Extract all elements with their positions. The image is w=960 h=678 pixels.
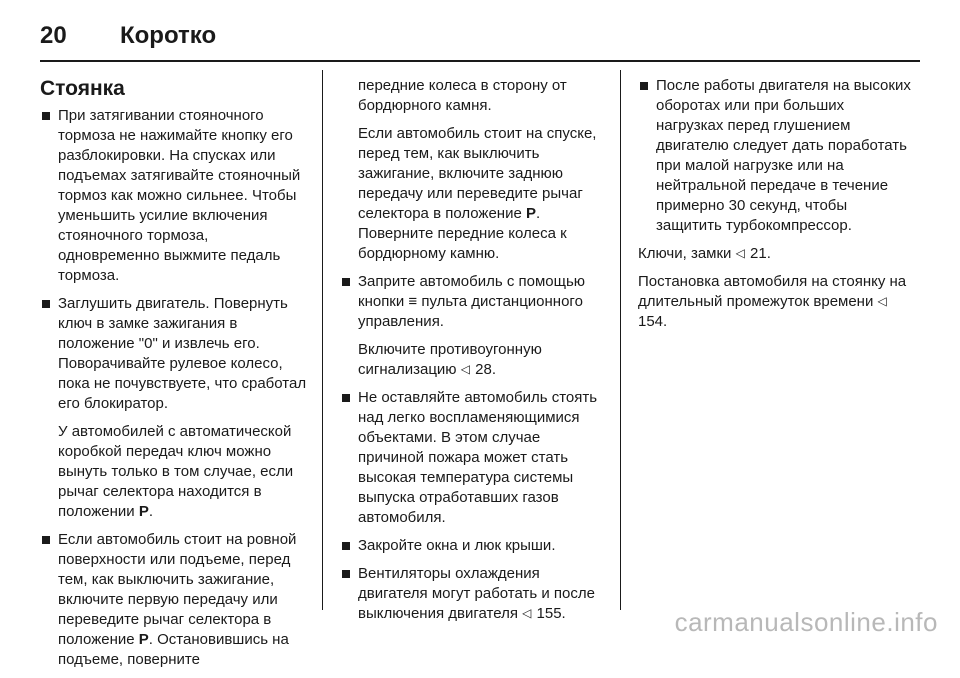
cross-reference: Ключи, замки ◁ 21. (638, 245, 771, 262)
header-divider (40, 60, 920, 62)
page-number: 20 (40, 22, 67, 49)
paragraph: Включите противоугонную сигнализацию ◁ 28. (358, 341, 542, 378)
page-reference[interactable]: 154 (638, 313, 664, 330)
page-reference[interactable]: 155 (536, 605, 562, 622)
bullet-item: Заприте автомобиль с помощью кнопки ≡ пульта дистанционного управления. (340, 272, 608, 332)
bullet-item: Заглушить двигатель. Повернуть ключ в замке зажигания в положение "0" и извлечь его. Поворачивайте рулевое колесо, пока не почувствуете, что сработал его блокиратор. (40, 294, 308, 414)
page-ref-arrow-icon: ◁ (877, 294, 887, 308)
column-3 (638, 76, 912, 340)
page-reference[interactable]: 21 (750, 245, 767, 262)
chapter-title: Коротко (120, 22, 217, 49)
column-2 (340, 76, 608, 632)
bullet-item: Если автомобиль стоит на ровной поверхности или подъеме, перед тем, как выключить зажигание, включите первую передачу или переведите рычаг селектора в положение P. Остановившись на подъеме, поверните (40, 530, 308, 670)
bullet-item: Закройте окна и люк крыши. (340, 536, 608, 556)
column-1 (40, 76, 308, 678)
page-ref-arrow-icon: ◁ (460, 362, 470, 376)
bullet-item: После работы двигателя на высоких оборотах или при больших нагрузках перед глушением двигателю следует дать поработать при малой нагрузке или на нейтральной передаче в течение примерно 30 секунд, чтобы защитить турбокомпрессор. (638, 76, 912, 236)
cross-reference: Постановка автомобиля на стоянку на длительный промежуток времени ◁ 154. (638, 273, 907, 330)
page-ref-arrow-icon: ◁ (522, 606, 532, 620)
paragraph: передние колеса в сторону от бордюрного камня. (358, 77, 567, 114)
section-title: Стоянка (40, 77, 125, 100)
bullet-item: Вентиляторы охлаждения двигателя могут работать и после выключения двигателя ◁ 155. (340, 564, 608, 624)
bullet-item: При затягивании стояночного тормоза не нажимайте кнопку его разблокировки. На спусках или подъемах затягивайте стояночный тормоз как можно сильнее. Чтобы уменьшить усилие включения стояночного тормоза, одновременно выжмите педаль тормоза. (40, 106, 308, 286)
page-header (40, 14, 920, 58)
watermark: carmanualsonline.info (674, 607, 938, 637)
paragraph: Если автомобиль стоит на спуске, перед тем, как выключить зажигание, включите заднюю передачу или переведите рычаг селектора в положение P. Поверните передние колеса к бордюрному камню. (358, 125, 597, 262)
lock-button-icon: ≡ (408, 293, 418, 310)
paragraph: У автомобилей с автоматической коробкой передач ключ можно вынуть только в том случае, если рычаг селектора находится в положении P. (58, 423, 294, 520)
column-divider-2 (620, 70, 621, 610)
page-ref-arrow-icon: ◁ (735, 246, 745, 260)
page-reference[interactable]: 28 (475, 361, 492, 378)
bullet-item: Не оставляйте автомобиль стоять над легко воспламеняющимися объектами. В этом случае причиной пожара может стать высокая температура системы выпуска отработавших газов автомобиля. (340, 388, 608, 528)
column-divider-1 (322, 70, 323, 610)
